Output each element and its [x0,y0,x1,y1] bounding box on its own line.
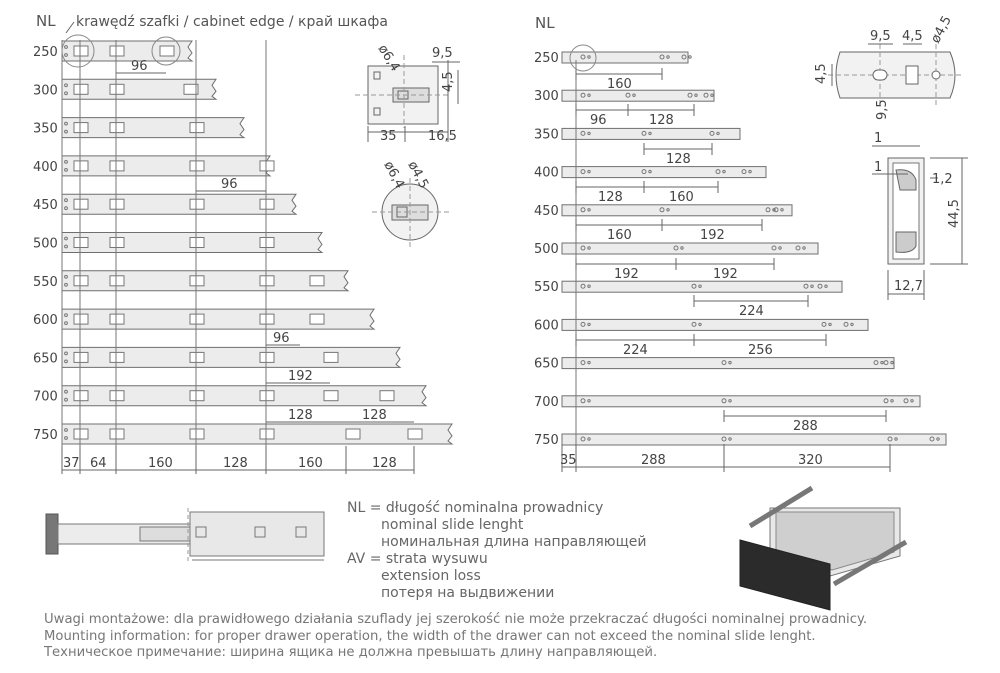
rect-detail-left: 35 [380,129,397,144]
right-spacing-value: 224 [623,343,648,358]
cabinet-edge-label: krawędź szafki / cabinet edge / край шкафа [76,14,388,30]
right-row-label: 400 [534,165,559,181]
left-slide-hole [408,429,422,439]
left-slide-hole [110,429,124,439]
left-slide-hole [110,314,124,324]
right-spacing-dim [628,104,694,128]
left-slide-hole [346,429,360,439]
left-slide-hole [74,46,88,56]
mounting-notes [44,612,994,662]
left-spacing-value: 96 [221,177,238,192]
rect-detail-right: 16,5 [428,129,457,144]
round-detail-d2: ø4,5 [404,158,432,192]
right-row-label: 300 [534,89,559,105]
left-bottom-value: 160 [148,456,173,471]
left-spacing-value: 128 [288,408,313,423]
right-slide-row [534,51,691,66]
left-slide-hole [310,314,324,324]
right-spacing-dim [676,258,774,282]
legend-av-line: AV = strata wysuwu [347,551,488,567]
right-spacing-dim [576,181,644,205]
left-slide-row [33,309,374,329]
left-slide-hole [260,352,274,362]
left-slide-hole [324,391,338,401]
right-row-label: 500 [534,242,559,257]
left-slide-hole [260,276,274,286]
right-spacing-dim [576,68,662,92]
right-slide-row [534,433,946,448]
left-row-label: 700 [33,389,58,405]
left-slide-row [33,118,244,138]
right-row-label: 650 [534,356,559,372]
left-slide-hole [110,391,124,401]
left-slide-hole [260,314,274,324]
right-spacing-value: 160 [669,190,694,205]
right-spacing-dim [694,295,808,319]
right-spacing-value: 288 [793,419,818,434]
right-spacing-dim [576,104,628,128]
left-bottom-value: 128 [223,456,248,471]
left-row-label: 500 [33,236,58,252]
right-spacing-value: 96 [590,113,607,128]
right-bottom-value: 320 [798,453,823,468]
left-slide-row [33,424,452,444]
left-slide-hole [74,238,88,248]
rect-detail-side: 4,5 [441,71,456,92]
round-detail-d1: ø6,4 [380,158,408,192]
left-row-label: 350 [33,121,58,137]
legend-av-en: extension loss [381,568,481,584]
left-slide-hole [74,391,88,401]
right-slide-row [534,357,894,372]
right-row-label: 600 [534,318,559,334]
profile-gap: 1,2 [932,172,953,187]
right-spacing-value: 160 [607,77,632,92]
right-slide-hole [689,56,691,58]
right-slide-row [534,204,792,219]
profile-width: 12,7 [894,279,923,294]
profile-top2: 1 [874,160,883,175]
right-row-label: 250 [534,51,559,66]
right-slide-row [534,127,740,142]
right-spacing-dim [724,410,886,434]
left-slide-row [33,41,192,61]
left-slide-row [33,386,426,406]
round-detail [372,159,450,248]
left-slide-hole [260,429,274,439]
left-slide-hole [190,429,204,439]
rear-detail-a: 9,5 [870,29,891,44]
left-slide-hole [190,276,204,286]
right-spacing-value: 128 [649,113,674,128]
legend-av [347,551,554,602]
left-slide-hole [74,352,88,362]
right-slide-body [562,167,766,178]
right-spacing-value: 256 [748,343,773,358]
left-bottom-value: 37 [63,456,80,471]
legend-nl-ru: номинальная длина направляющей [381,534,647,550]
right-slide-row [534,166,766,181]
left-bottom-value: 64 [90,456,107,471]
left-bottom-value: 128 [372,456,397,471]
left-slide-hole [74,161,88,171]
drawer-illustration [740,488,906,610]
right-spacing-value: 128 [598,190,623,205]
left-slide-row [33,233,322,253]
right-spacing-dim [694,334,826,358]
left-nl-header: NL [36,12,56,30]
cabinet-edge-arrow [66,22,74,33]
left-slide-row [33,156,274,176]
rear-detail-b: 4,5 [902,29,923,44]
rect-detail [355,42,460,144]
right-row-label: 750 [534,433,559,448]
left-slide-hole [110,276,124,286]
right-spacing-value: 192 [700,228,725,243]
left-slide-hole [190,238,204,248]
profile-height: 44,5 [947,199,962,228]
left-row-label: 650 [33,351,58,367]
left-row-label: 600 [33,313,58,329]
right-bottom-value: 288 [641,453,666,468]
right-nl-header: NL [535,14,555,32]
left-spacing-value: 96 [131,59,148,74]
left-slide-hole [190,199,204,209]
right-slide-body [562,205,792,216]
rear-detail [814,14,962,120]
profile-top1: 1 [874,131,883,146]
left-slide-hole [324,352,338,362]
left-slide-row [33,347,400,367]
left-slide-hole [110,46,124,56]
left-slide-body [62,271,348,291]
right-row-label: 450 [534,203,559,219]
right-bottom-value: 35 [560,453,577,468]
left-slide-hole [74,199,88,209]
note-pl: Uwagi montażowe: dla prawidłowego działania szuflady jej szerokość nie może przekraczać długości nominalnej prowadnicy. [44,612,868,627]
left-slide-hole [190,161,204,171]
right-spacing-value: 128 [666,152,691,167]
left-slide-row [33,79,216,99]
note-ru: Техническое примечание: ширина ящика не должна превышать длину направляющей. [44,645,658,660]
right-spacing-dim [576,258,676,282]
right-slide-body [562,396,920,407]
left-slide-body [62,156,270,176]
right-slide-row [534,280,842,295]
right-slide-body [562,243,818,254]
rear-detail-d: ø4,5 [928,13,955,46]
rear-detail-left: 4,5 [814,63,829,84]
right-spacing-dim [644,181,718,205]
left-slide-hole [110,123,124,133]
left-spacing-value: 128 [362,408,387,423]
left-slide-hole [260,391,274,401]
left-row-label: 300 [33,83,58,99]
left-spacing-dim [266,331,300,346]
right-spacing-value: 192 [713,267,738,282]
left-slide-hole [74,276,88,286]
right-slide-row [534,242,818,257]
right-slide-row [534,318,868,333]
left-row-label: 250 [33,45,58,60]
rect-detail-hole: ø6,4 [374,42,403,75]
left-slide-row [33,194,296,214]
left-slide-hole [190,314,204,324]
left-spacing-dim [266,369,330,384]
left-slide-hole [74,84,88,94]
left-slide-hole [190,352,204,362]
left-row-label: 400 [33,159,58,175]
left-slide-hole [110,161,124,171]
profile-detail [872,131,968,300]
left-spacing-value: 96 [273,331,290,346]
left-row-label: 450 [33,198,58,214]
left-slide-hole [190,123,204,133]
legend-nl [347,500,646,551]
left-slide-hole [110,84,124,94]
right-row-label: 350 [534,127,559,143]
left-slide-hole [190,391,204,401]
left-slide-body [62,118,244,138]
left-spacing-dim [266,408,330,423]
left-slide-hole [74,429,88,439]
left-slide-hole [110,199,124,209]
left-slide-hole [110,352,124,362]
right-spacing-value: 192 [614,267,639,282]
slide-extended-illustration [46,508,324,564]
rear-detail-bottom: 9,5 [875,99,890,120]
left-slide-hole [160,46,174,56]
right-spacing-dim [662,219,762,243]
right-spacing-dim [576,334,694,358]
left-slide-hole [260,238,274,248]
left-slide-hole [380,391,394,401]
left-spacing-dim [330,408,414,423]
right-slide-row [534,395,920,410]
right-spacing-value: 224 [739,304,764,319]
left-slide-hole [74,314,88,324]
left-spacing-value: 192 [288,369,313,384]
note-en: Mounting information: for proper drawer operation, the width of the drawer can not exceed the nominal slide lenght. [44,628,816,644]
left-bottom-value: 160 [298,456,323,471]
left-row-label: 750 [33,428,58,443]
right-spacing-value: 160 [607,228,632,243]
legend-nl-line: NL = długość nominalna prowadnicy [347,500,604,516]
left-slide-hole [310,276,324,286]
left-slide-hole [110,238,124,248]
left-slide-body [62,309,374,329]
rect-detail-top: 9,5 [432,46,453,61]
left-row-label: 550 [33,274,58,290]
right-row-label: 700 [534,394,559,410]
left-spacing-dim [196,177,266,192]
right-slide-body [562,281,842,292]
left-slide-hole [260,199,274,209]
legend-nl-en: nominal slide lenght [381,517,524,533]
left-slide-hole [74,123,88,133]
right-spacing-dim [644,143,712,167]
legend-av-ru: потеря на выдвижении [381,585,555,601]
right-spacing-dim [576,219,662,243]
left-slide-hole [260,161,274,171]
right-slide-body [562,358,894,369]
right-row-label: 550 [534,280,559,296]
